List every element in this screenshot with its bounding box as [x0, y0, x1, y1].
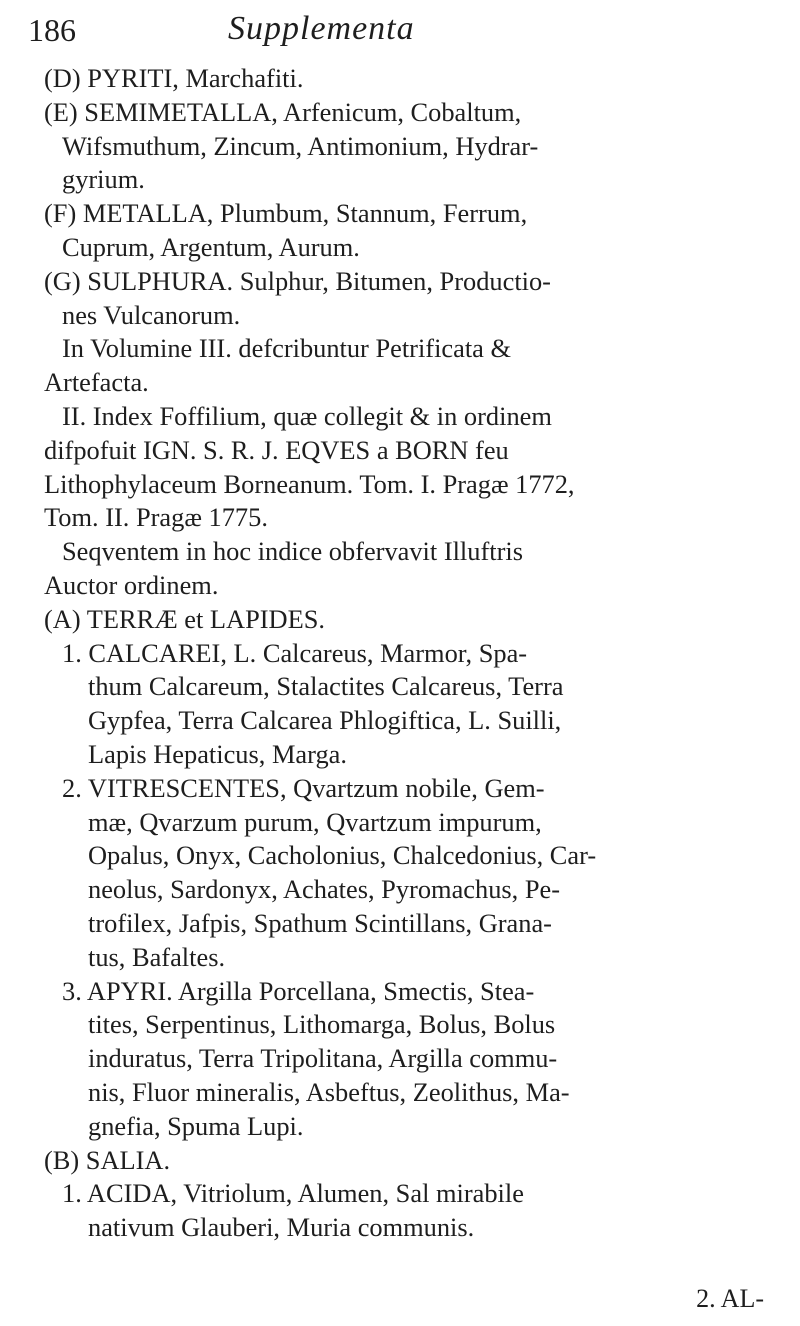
text-line: nes Vulcanorum.: [62, 299, 241, 330]
volume-note: [44, 332, 764, 400]
text-line: Opalus, Onyx, Cacholonius, Chalcedonius, Car-: [88, 840, 597, 871]
text-line: gnefia, Spuma Lupi.: [88, 1110, 304, 1141]
page-body: [44, 62, 764, 1245]
order-note: [44, 535, 764, 603]
text-line: thum Calcareum, Stalactites Calcareus, Terra: [88, 671, 564, 702]
text-line: Tom. II. Pragæ 1775.: [44, 502, 268, 533]
text-line: In Volumine III. defcribuntur Petrificata &: [62, 333, 512, 364]
text-line: (G) SULPHURA. Sulphur, Bitumen, Productio-: [44, 265, 551, 296]
list-item-calcarei: [44, 637, 764, 772]
text-line: Wifsmuthum, Zincum, Antimonium, Hydrar-: [62, 130, 539, 161]
text-line: 1. ACIDA, Vitriolum, Alumen, Sal mirabile: [62, 1178, 524, 1209]
text-line: tus, Bafaltes.: [88, 941, 226, 972]
list-item-apyri: [44, 975, 764, 1144]
text-line: (E) SEMIMETALLA, Arfenicum, Cobaltum,: [44, 96, 522, 127]
page-header: [28, 8, 760, 58]
text-line: nativum Glauberi, Muria communis.: [88, 1212, 475, 1243]
text-line: neolus, Sardonyx, Achates, Pyromachus, Pe-: [88, 874, 561, 905]
catchword: 2. AL-: [696, 1284, 764, 1313]
text-line: trofilex, Jafpis, Spathum Scintillans, Grana-: [88, 907, 552, 938]
text-line: 3. APYRI. Argilla Porcellana, Smectis, Stea-: [62, 975, 535, 1006]
text-line: II. Index Foffilium, quæ collegit & in ordinem: [62, 400, 552, 431]
text-line: mæ, Qvarzum purum, Qvartzum impurum,: [88, 806, 542, 837]
entry-d: (D) PYRITI, Marchafiti.: [44, 63, 304, 93]
entry-g: [44, 265, 764, 333]
text-line: Artefacta.: [44, 367, 149, 398]
text-line: gyrium.: [62, 164, 145, 195]
text-line: induratus, Terra Tripolitana, Argilla commu-: [88, 1043, 558, 1074]
text-line: difpofuit IGN. S. R. J. EQVES a BORN feu: [44, 434, 509, 465]
entry-e: [44, 96, 764, 197]
section-heading-b: (B) SALIA.: [44, 1144, 171, 1175]
text-line: Seqventem in hoc indice obfervavit Illuftris: [62, 536, 523, 567]
text-line: 1. CALCAREI, L. Calcareus, Marmor, Spa-: [62, 637, 528, 668]
text-line: Auctor ordinem.: [44, 569, 219, 600]
text-line: Cuprum, Argentum, Aurum.: [62, 231, 360, 262]
section-heading-a: (A) TERRÆ et LAPIDES.: [44, 603, 326, 634]
index-entry-ii: [44, 400, 764, 535]
text-line: tites, Serpentinus, Lithomarga, Bolus, Bolus: [88, 1009, 556, 1040]
text-line: Lithophylaceum Borneanum. Tom. I. Pragæ 1772,: [44, 468, 575, 499]
entry-f: [44, 197, 764, 265]
running-head: Supplementa: [228, 10, 415, 47]
text-line: Gypfea, Terra Calcarea Phlogiftica, L. Suilli,: [88, 705, 562, 736]
page-number: 186: [28, 12, 76, 48]
list-item-acida: [44, 1177, 764, 1245]
text-line: (F) METALLA, Plumbum, Stannum, Ferrum,: [44, 198, 528, 229]
text-line: nis, Fluor mineralis, Asbeftus, Zeolithus, Ma-: [88, 1076, 570, 1107]
text-line: Lapis Hepaticus, Marga.: [88, 738, 347, 769]
list-item-vitrescentes: [44, 772, 764, 975]
text-line: 2. VITRESCENTES, Qvartzum nobile, Gem-: [62, 772, 545, 803]
